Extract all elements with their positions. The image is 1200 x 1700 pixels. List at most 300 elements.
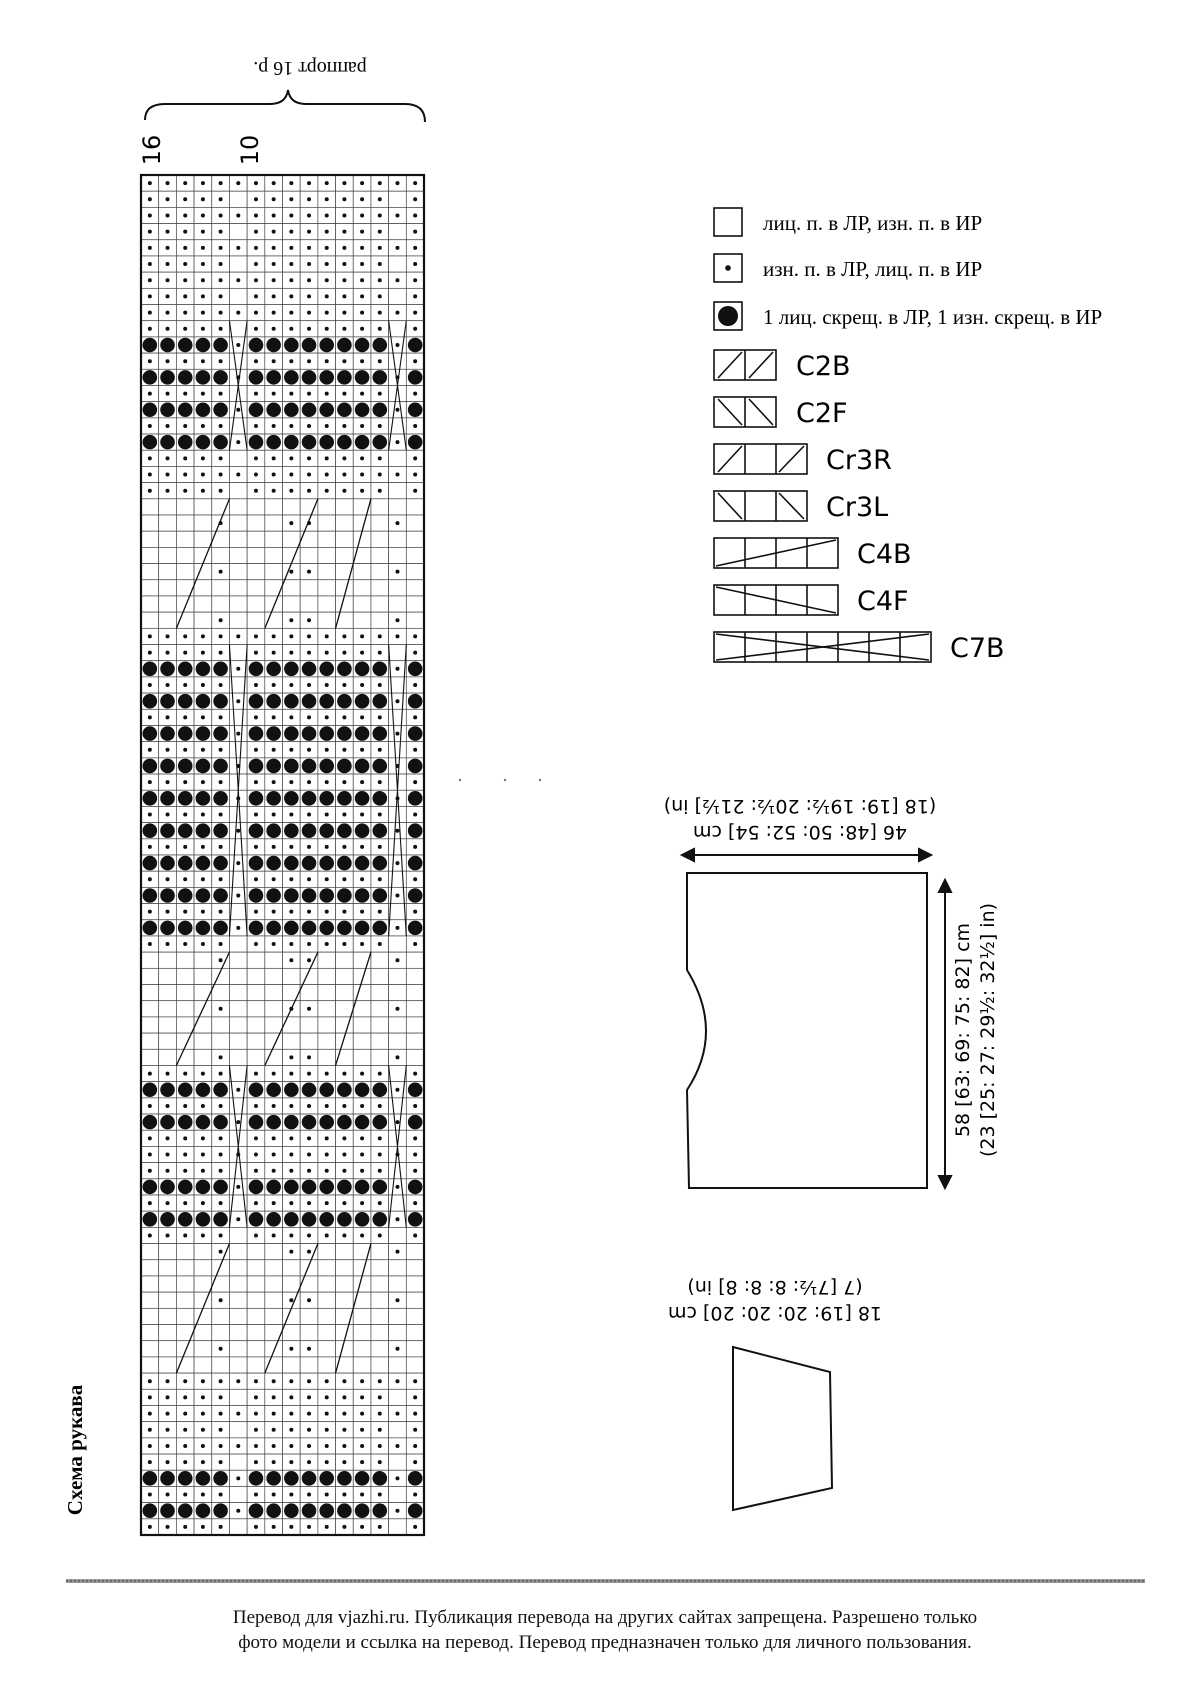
purl-dot bbox=[148, 197, 152, 201]
purl-dot bbox=[289, 877, 293, 881]
chart-cell bbox=[159, 952, 177, 968]
chart-cell bbox=[318, 952, 336, 968]
purl-dot bbox=[201, 1428, 205, 1432]
chart-cell bbox=[194, 1260, 212, 1276]
purl-dot bbox=[183, 311, 187, 315]
chart-cell bbox=[229, 1049, 247, 1065]
crossed-stitch-dot bbox=[355, 402, 370, 417]
chart-cell bbox=[371, 612, 389, 628]
purl-dot bbox=[413, 1379, 417, 1383]
purl-dot bbox=[413, 473, 417, 477]
purl-dot bbox=[219, 651, 223, 655]
purl-dot bbox=[395, 1250, 399, 1254]
chart-cell bbox=[247, 1244, 265, 1260]
purl-dot bbox=[219, 213, 223, 217]
purl-dot bbox=[183, 1444, 187, 1448]
purl-dot bbox=[219, 197, 223, 201]
purl-dot bbox=[254, 246, 258, 250]
body-outline bbox=[687, 873, 927, 1188]
purl-dot bbox=[183, 1136, 187, 1140]
purl-dot bbox=[307, 845, 311, 849]
purl-dot bbox=[254, 910, 258, 914]
purl-dot bbox=[219, 1395, 223, 1399]
purl-dot bbox=[219, 570, 223, 574]
purl-dot bbox=[236, 278, 240, 282]
purl-dot bbox=[166, 683, 170, 687]
purl-dot bbox=[201, 473, 205, 477]
purl-dot bbox=[342, 634, 346, 638]
chart-cell bbox=[176, 985, 194, 1001]
chart-cell bbox=[141, 952, 159, 968]
chart-cell bbox=[336, 531, 354, 547]
crossed-stitch-dot bbox=[213, 823, 228, 838]
crossed-stitch-dot bbox=[266, 1082, 281, 1097]
crossed-stitch-dot bbox=[178, 888, 193, 903]
crossed-stitch-dot bbox=[160, 726, 175, 741]
crossed-stitch-dot bbox=[160, 1503, 175, 1518]
chart-cell bbox=[371, 1276, 389, 1292]
chart-cell bbox=[229, 1244, 247, 1260]
purl-dot bbox=[289, 1395, 293, 1399]
purl-dot bbox=[201, 813, 205, 817]
purl-dot bbox=[183, 1525, 187, 1529]
purl-dot bbox=[342, 262, 346, 266]
crossed-stitch-dot bbox=[196, 338, 211, 353]
chart-cell bbox=[141, 547, 159, 563]
purl-dot bbox=[360, 1493, 364, 1497]
purl-dot bbox=[219, 780, 223, 784]
purl-dot bbox=[395, 1509, 399, 1513]
chart-cell bbox=[318, 564, 336, 580]
purl-dot bbox=[360, 845, 364, 849]
chart-cell bbox=[283, 1017, 301, 1033]
purl-dot bbox=[395, 861, 399, 865]
chart-cell bbox=[176, 968, 194, 984]
c4f-swatch-icon bbox=[714, 585, 838, 615]
purl-dot bbox=[378, 1104, 382, 1108]
purl-dot bbox=[378, 1460, 382, 1464]
purl-dot bbox=[360, 1136, 364, 1140]
crossed-stitch-dot bbox=[319, 856, 334, 871]
crossed-stitch-dot bbox=[337, 823, 352, 838]
purl-dot bbox=[272, 1201, 276, 1205]
crossed-stitch-dot bbox=[319, 823, 334, 838]
crossed-stitch-dot bbox=[160, 370, 175, 385]
purl-dot bbox=[148, 942, 152, 946]
purl-dot bbox=[183, 1072, 187, 1076]
purl-dot bbox=[307, 392, 311, 396]
purl-dot bbox=[289, 230, 293, 234]
chart-title: Схема рукава bbox=[63, 1384, 87, 1516]
chart-cell bbox=[229, 1227, 247, 1243]
chart-cell bbox=[371, 580, 389, 596]
purl-dot bbox=[325, 877, 329, 881]
chart-cell bbox=[176, 1308, 194, 1324]
purl-dot bbox=[360, 456, 364, 460]
purl-dot bbox=[183, 197, 187, 201]
crossed-stitch-dot bbox=[213, 1212, 228, 1227]
purl-dot bbox=[254, 1379, 258, 1383]
purl-dot bbox=[148, 910, 152, 914]
chart-cell bbox=[406, 952, 424, 968]
purl-dot bbox=[219, 294, 223, 298]
purl-dot bbox=[201, 1460, 205, 1464]
purl-dot bbox=[219, 424, 223, 428]
purl-dot bbox=[307, 294, 311, 298]
chart-cell bbox=[229, 1357, 247, 1373]
purl-dot bbox=[360, 311, 364, 315]
purl-dot bbox=[272, 262, 276, 266]
purl-dot bbox=[183, 1412, 187, 1416]
purl-dot bbox=[378, 359, 382, 363]
purl-dot bbox=[342, 910, 346, 914]
purl-dot bbox=[289, 392, 293, 396]
chart-cell bbox=[406, 1001, 424, 1017]
purl-dot bbox=[148, 1169, 152, 1173]
crossed-stitch-dot bbox=[249, 694, 264, 709]
purl-dot bbox=[219, 683, 223, 687]
purl-dot bbox=[254, 294, 258, 298]
purl-dot bbox=[254, 1201, 258, 1205]
chart-cell bbox=[265, 596, 283, 612]
purl-dot bbox=[272, 473, 276, 477]
crossed-stitch-dot bbox=[196, 1503, 211, 1518]
purl-dot bbox=[289, 359, 293, 363]
chart-cell bbox=[318, 547, 336, 563]
crossed-stitch-dot bbox=[284, 1082, 299, 1097]
purl-dot bbox=[219, 327, 223, 331]
crossed-stitch-dot bbox=[178, 338, 193, 353]
purl-dot bbox=[307, 1250, 311, 1254]
purl-dot bbox=[325, 1428, 329, 1432]
chart-cell bbox=[141, 1049, 159, 1065]
purl-dot bbox=[395, 1185, 399, 1189]
chart-cell bbox=[247, 968, 265, 984]
purl-dot bbox=[148, 278, 152, 282]
crossed-stitch-dot bbox=[302, 791, 317, 806]
chart-cell bbox=[194, 1341, 212, 1357]
purl-dot bbox=[166, 197, 170, 201]
crossed-stitch-dot bbox=[160, 921, 175, 936]
crossed-stitch-dot bbox=[302, 1082, 317, 1097]
purl-dot bbox=[342, 1201, 346, 1205]
purl-dot bbox=[413, 327, 417, 331]
crossed-stitch-dot bbox=[372, 1212, 387, 1227]
chart-cell bbox=[318, 968, 336, 984]
chart-cell bbox=[353, 596, 371, 612]
crossed-stitch-dot bbox=[266, 888, 281, 903]
chart-cell bbox=[194, 531, 212, 547]
purl-dot bbox=[413, 910, 417, 914]
chart-cell bbox=[265, 1049, 283, 1065]
purl-dot bbox=[342, 1428, 346, 1432]
chart-cell bbox=[389, 450, 407, 466]
crossed-stitch-dot bbox=[143, 888, 158, 903]
purl-dot bbox=[236, 634, 240, 638]
purl-dot bbox=[254, 1104, 258, 1108]
purl-dot bbox=[254, 634, 258, 638]
purl-dot bbox=[342, 683, 346, 687]
purl-dot bbox=[395, 343, 399, 347]
chart-cell bbox=[212, 1325, 230, 1341]
purl-dot bbox=[378, 278, 382, 282]
crossed-stitch-dot bbox=[302, 726, 317, 741]
purl-dot bbox=[325, 230, 329, 234]
chart-cell bbox=[318, 531, 336, 547]
purl-dot bbox=[272, 651, 276, 655]
purl-dot bbox=[342, 845, 346, 849]
chart-cell bbox=[406, 515, 424, 531]
purl-dot bbox=[236, 1444, 240, 1448]
purl-dot bbox=[307, 1347, 311, 1351]
purl-dot bbox=[360, 748, 364, 752]
crossed-stitch-dot bbox=[178, 402, 193, 417]
purl-dot bbox=[183, 1233, 187, 1237]
purl-dot bbox=[395, 1476, 399, 1480]
purl-dot bbox=[272, 683, 276, 687]
purl-dot bbox=[254, 424, 258, 428]
crossed-stitch-dot bbox=[160, 856, 175, 871]
sleeve-width-in: (7 [7½: 8: 8: 8] in) bbox=[687, 1276, 863, 1298]
crossed-stitch-dot bbox=[337, 402, 352, 417]
purl-dot bbox=[289, 1525, 293, 1529]
purl-dot bbox=[395, 311, 399, 315]
purl-dot bbox=[342, 877, 346, 881]
purl-dot bbox=[325, 683, 329, 687]
chart-cell bbox=[300, 1017, 318, 1033]
purl-dot bbox=[342, 942, 346, 946]
purl-dot bbox=[378, 181, 382, 185]
purl-dot bbox=[201, 780, 205, 784]
purl-dot bbox=[148, 392, 152, 396]
purl-dot bbox=[254, 473, 258, 477]
crossed-stitch-dot bbox=[372, 856, 387, 871]
purl-dot bbox=[166, 1153, 170, 1157]
crossed-stitch-dot bbox=[372, 1082, 387, 1097]
chart-cell bbox=[353, 1341, 371, 1357]
chart-cell bbox=[176, 1049, 194, 1065]
purl-dot bbox=[342, 327, 346, 331]
legend-label-cr3l: Cr3L bbox=[826, 492, 889, 523]
chart-cell bbox=[371, 499, 389, 515]
crossed-stitch-dot bbox=[143, 856, 158, 871]
purl-dot bbox=[236, 1379, 240, 1383]
purl-dot bbox=[360, 1460, 364, 1464]
purl-dot bbox=[201, 181, 205, 185]
chart-cell bbox=[353, 1049, 371, 1065]
chart-cell bbox=[318, 515, 336, 531]
purl-dot bbox=[272, 489, 276, 493]
purl-dot bbox=[342, 1233, 346, 1237]
chart-cell bbox=[389, 1389, 407, 1405]
chart-cell bbox=[265, 580, 283, 596]
chart-cell bbox=[141, 515, 159, 531]
purl-dot bbox=[272, 845, 276, 849]
chart-cell bbox=[389, 1486, 407, 1502]
purl-dot bbox=[413, 489, 417, 493]
purl-dot bbox=[307, 910, 311, 914]
crossed-stitch-dot bbox=[249, 1180, 264, 1195]
purl-dot bbox=[378, 473, 382, 477]
purl-dot bbox=[219, 845, 223, 849]
purl-dot bbox=[378, 1136, 382, 1140]
purl-dot bbox=[342, 1395, 346, 1399]
purl-dot bbox=[183, 1460, 187, 1464]
purl-dot bbox=[166, 845, 170, 849]
chart-cell bbox=[389, 256, 407, 272]
chart-cell bbox=[353, 1033, 371, 1049]
crossed-stitch-dot bbox=[372, 759, 387, 774]
chart-cell bbox=[371, 531, 389, 547]
chart-cell bbox=[389, 1276, 407, 1292]
purl-dot bbox=[342, 813, 346, 817]
chart-cell bbox=[336, 1244, 354, 1260]
crossed-stitch-dot bbox=[213, 1115, 228, 1130]
chart-cell bbox=[159, 612, 177, 628]
purl-dot bbox=[272, 780, 276, 784]
purl-dot bbox=[254, 1428, 258, 1432]
purl-dot bbox=[413, 1201, 417, 1205]
purl-dot bbox=[395, 1120, 399, 1124]
chart-cell bbox=[300, 580, 318, 596]
purl-dot bbox=[166, 813, 170, 817]
purl-dot bbox=[183, 1153, 187, 1157]
crossed-stitch-dot bbox=[249, 888, 264, 903]
chart-cell bbox=[194, 596, 212, 612]
chart-cell bbox=[300, 531, 318, 547]
chart-cell bbox=[265, 1017, 283, 1033]
purl-dot bbox=[166, 1233, 170, 1237]
purl-dot bbox=[413, 942, 417, 946]
purl-dot bbox=[236, 893, 240, 897]
purl-dot bbox=[272, 748, 276, 752]
purl-dot bbox=[148, 1233, 152, 1237]
chart-cell bbox=[194, 499, 212, 515]
purl-dot bbox=[413, 262, 417, 266]
chart-cell bbox=[159, 531, 177, 547]
purl-dot bbox=[254, 748, 258, 752]
crossed-stitch-dot bbox=[319, 1212, 334, 1227]
crossed-stitch-dot bbox=[213, 759, 228, 774]
crossed-stitch-dot bbox=[319, 662, 334, 677]
purl-dot bbox=[201, 651, 205, 655]
purl-dot bbox=[307, 1072, 311, 1076]
chart-cell bbox=[176, 547, 194, 563]
chart-cell bbox=[229, 1260, 247, 1276]
purl-dot bbox=[219, 813, 223, 817]
purl-dot bbox=[360, 392, 364, 396]
crossed-stitch-dot bbox=[372, 370, 387, 385]
purl-dot bbox=[413, 683, 417, 687]
crossed-stitch-dot bbox=[302, 402, 317, 417]
purl-dot bbox=[272, 813, 276, 817]
crossed-stitch-dot bbox=[196, 435, 211, 450]
purl-dot bbox=[289, 1379, 293, 1383]
purl-dot bbox=[254, 1072, 258, 1076]
purl-dot bbox=[413, 181, 417, 185]
chart-cell bbox=[389, 1454, 407, 1470]
purl-dot bbox=[289, 327, 293, 331]
chart-cell bbox=[336, 1292, 354, 1308]
purl-dot bbox=[413, 1395, 417, 1399]
purl-dot bbox=[166, 392, 170, 396]
purl-dot bbox=[183, 1493, 187, 1497]
crossed-stitch-dot bbox=[284, 402, 299, 417]
chart-cell bbox=[141, 499, 159, 515]
crossed-stitch-dot bbox=[372, 1471, 387, 1486]
purl-dot bbox=[254, 213, 258, 217]
chart-cell bbox=[229, 936, 247, 952]
purl-dot bbox=[289, 246, 293, 250]
legend-label-c7b: C7B bbox=[950, 633, 1005, 664]
chart-cell bbox=[247, 1292, 265, 1308]
chart-cell bbox=[406, 1033, 424, 1049]
purl-dot bbox=[272, 230, 276, 234]
purl-dot bbox=[360, 489, 364, 493]
chart-cell bbox=[389, 645, 407, 661]
chart-cell bbox=[318, 580, 336, 596]
chart-cell bbox=[389, 936, 407, 952]
chart-cell bbox=[229, 1486, 247, 1502]
chart-cell bbox=[283, 499, 301, 515]
crossed-stitch-dot bbox=[408, 726, 423, 741]
purl-dot bbox=[395, 1055, 399, 1059]
chart-cell bbox=[389, 1325, 407, 1341]
crossed-stitch-dot bbox=[266, 1212, 281, 1227]
chart-cell bbox=[194, 1244, 212, 1260]
purl-dot bbox=[289, 570, 293, 574]
purl-dot bbox=[148, 262, 152, 266]
chart-cell bbox=[265, 1308, 283, 1324]
body-schematic bbox=[664, 795, 999, 1188]
chart-cell bbox=[159, 1260, 177, 1276]
purl-dot bbox=[148, 1444, 152, 1448]
purl-dot bbox=[413, 1428, 417, 1432]
crossed-stitch-dot bbox=[196, 1471, 211, 1486]
crossed-stitch-dot bbox=[266, 791, 281, 806]
crossed-stitch-dot bbox=[160, 1082, 175, 1097]
sleeve-chart bbox=[141, 175, 424, 1535]
purl-dot bbox=[148, 1395, 152, 1399]
crossed-stitch-dot bbox=[302, 823, 317, 838]
crossed-stitch-dot bbox=[319, 921, 334, 936]
crossed-stitch-dot bbox=[143, 791, 158, 806]
crossed-stitch-dot bbox=[143, 823, 158, 838]
purl-dot bbox=[413, 1153, 417, 1157]
purl-dot bbox=[254, 489, 258, 493]
chart-cell bbox=[283, 1357, 301, 1373]
chart-cell bbox=[406, 580, 424, 596]
purl-dot bbox=[236, 181, 240, 185]
crossed-stitch-dot bbox=[355, 921, 370, 936]
chart-cell bbox=[406, 596, 424, 612]
crossed-stitch-dot bbox=[355, 1503, 370, 1518]
purl-dot bbox=[360, 715, 364, 719]
purl-dot bbox=[183, 424, 187, 428]
chart-cell bbox=[229, 645, 247, 661]
purl-dot bbox=[360, 1379, 364, 1383]
purl-dot bbox=[307, 181, 311, 185]
chart-cell bbox=[176, 1244, 194, 1260]
purl-dot bbox=[272, 278, 276, 282]
crossed-stitch-dot bbox=[249, 1115, 264, 1130]
legend-label-c4f: C4F bbox=[857, 586, 909, 617]
chart-cell bbox=[336, 985, 354, 1001]
purl-dot bbox=[378, 813, 382, 817]
chart-cell bbox=[371, 985, 389, 1001]
chart-cell bbox=[371, 1325, 389, 1341]
chart-cell bbox=[406, 1308, 424, 1324]
